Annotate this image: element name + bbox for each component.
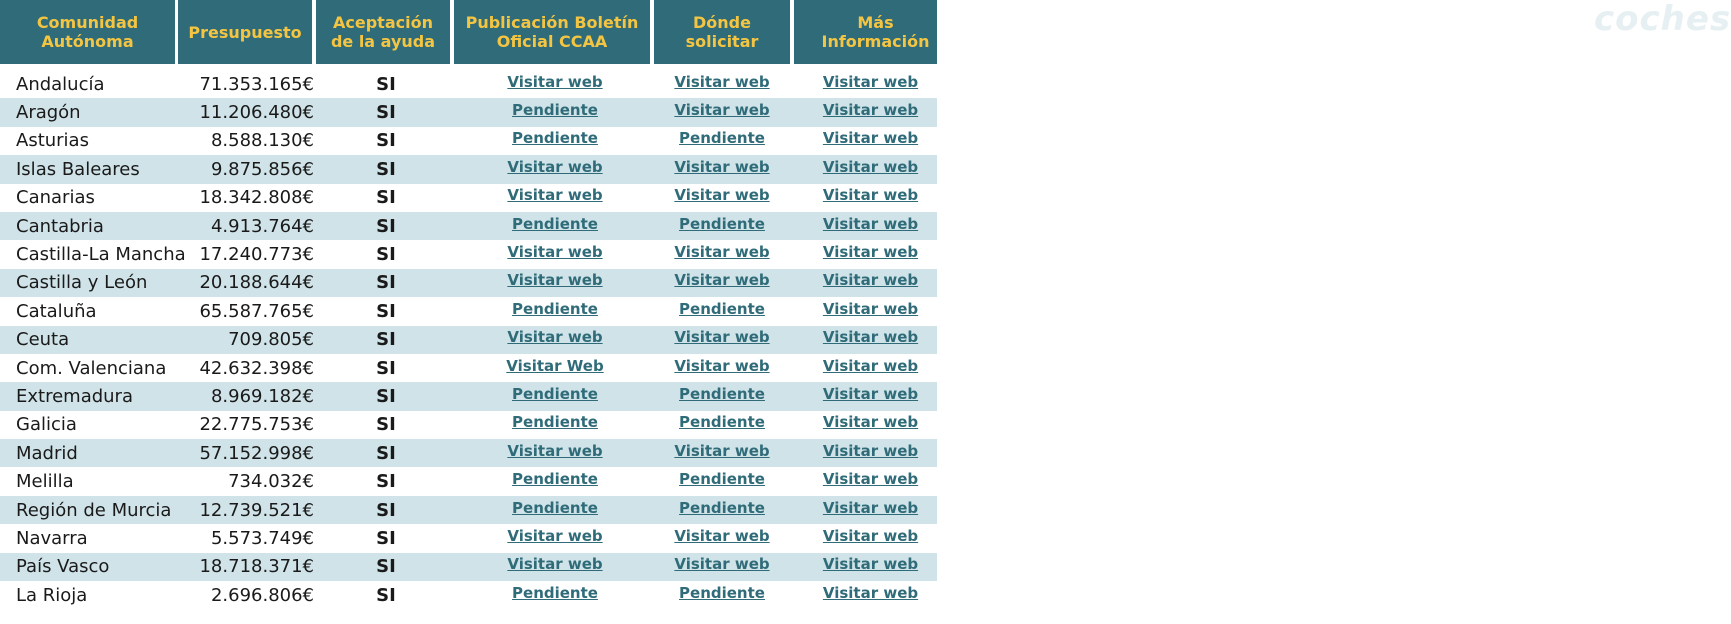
community-cell: Castilla y León	[16, 272, 148, 294]
publication-link[interactable]: Visitar web	[507, 526, 603, 545]
where-to-apply-link[interactable]: Pendiente	[679, 583, 765, 602]
where-to-apply-link[interactable]: Visitar web	[674, 271, 770, 290]
publication-link[interactable]: Visitar web	[507, 243, 603, 262]
community-cell: Cantabria	[16, 215, 104, 237]
table-row	[0, 212, 937, 240]
more-info-cell	[794, 155, 937, 183]
acceptance-cell: SI	[376, 158, 396, 180]
table-body	[0, 70, 937, 609]
more-info-cell	[794, 240, 937, 268]
publication-cell	[456, 467, 654, 495]
table-row	[0, 127, 937, 155]
community-cell: Región de Murcia	[16, 499, 172, 521]
community-cell: Castilla-La Mancha	[16, 244, 186, 266]
more-info-link[interactable]: Visitar web	[822, 157, 919, 176]
publication-link[interactable]: Visitar web	[507, 157, 603, 176]
budget-cell: 42.632.398€	[199, 357, 314, 379]
more-info-link[interactable]: Visitar web	[822, 271, 919, 290]
header-community: Comunidad Autónoma	[0, 0, 175, 64]
publication-cell	[456, 184, 654, 212]
table-row	[0, 354, 937, 382]
where-to-apply-link[interactable]: Visitar web	[674, 72, 770, 91]
where-to-apply-cell	[654, 184, 790, 212]
more-info-cell	[794, 354, 937, 382]
publication-link[interactable]: Visitar web	[507, 441, 603, 460]
community-cell: Melilla	[16, 471, 74, 493]
budget-cell: 709.805€	[228, 329, 314, 351]
header-budget: Presupuesto	[178, 0, 312, 64]
community-cell: Cataluña	[16, 300, 97, 322]
table-row	[0, 439, 937, 467]
where-to-apply-cell	[654, 411, 790, 439]
publication-cell	[456, 382, 654, 410]
more-info-cell	[794, 439, 937, 467]
acceptance-cell: SI	[376, 244, 396, 266]
where-to-apply-cell	[654, 155, 790, 183]
where-to-apply-link[interactable]: Visitar web	[674, 356, 770, 375]
more-info-cell	[794, 184, 937, 212]
community-cell: Com. Valenciana	[16, 357, 167, 379]
budget-cell: 8.969.182€	[210, 385, 314, 407]
publication-link[interactable]: Visitar web	[507, 186, 603, 205]
where-to-apply-cell	[654, 240, 790, 268]
budget-cell: 8.588.130€	[210, 130, 314, 152]
publication-link[interactable]: Pendiente	[512, 413, 598, 432]
budget-cell: 57.152.998€	[199, 442, 314, 464]
table-row	[0, 524, 937, 552]
where-to-apply-link[interactable]: Visitar web	[674, 441, 770, 460]
more-info-link[interactable]: Visitar web	[822, 470, 919, 489]
acceptance-cell: SI	[376, 385, 396, 407]
more-info-link[interactable]: Visitar web	[822, 72, 919, 91]
table-row	[0, 184, 937, 212]
budget-cell: 12.739.521€	[199, 499, 314, 521]
more-info-link[interactable]: Visitar web	[822, 243, 919, 262]
where-to-apply-link[interactable]: Visitar web	[674, 186, 770, 205]
community-cell: Madrid	[16, 442, 78, 464]
community-cell: Galicia	[16, 414, 77, 436]
more-info-link[interactable]: Visitar web	[822, 441, 919, 460]
budget-cell: 11.206.480€	[199, 102, 314, 124]
publication-cell	[456, 212, 654, 240]
publication-cell	[456, 269, 654, 297]
acceptance-cell: SI	[376, 499, 396, 521]
more-info-cell	[794, 127, 937, 155]
table-row	[0, 382, 937, 410]
header-more-info	[794, 0, 1731, 64]
where-to-apply-cell	[654, 127, 790, 155]
table-row	[0, 155, 937, 183]
more-info-link[interactable]: Visitar web	[822, 413, 919, 432]
where-to-apply-link[interactable]: Pendiente	[679, 299, 765, 318]
publication-cell	[456, 524, 654, 552]
budget-cell: 71.353.165€	[199, 73, 314, 95]
publication-cell	[456, 496, 654, 524]
publication-cell	[456, 70, 654, 98]
where-to-apply-link[interactable]: Visitar web	[674, 555, 770, 574]
where-to-apply-link[interactable]: Visitar web	[674, 243, 770, 262]
more-info-cell	[794, 382, 937, 410]
where-to-apply-link[interactable]: Pendiente	[679, 413, 765, 432]
publication-link[interactable]: Pendiente	[512, 101, 598, 120]
table-row	[0, 411, 937, 439]
community-cell: Extremadura	[16, 385, 133, 407]
more-info-cell	[794, 70, 937, 98]
table-row	[0, 581, 937, 609]
publication-cell	[456, 581, 654, 609]
where-to-apply-cell	[654, 326, 790, 354]
table-row	[0, 326, 937, 354]
publication-link[interactable]: Visitar Web	[506, 356, 604, 375]
where-to-apply-cell	[654, 354, 790, 382]
more-info-link[interactable]: Visitar web	[822, 555, 919, 574]
watermark-logo: coches	[1594, 0, 1731, 39]
acceptance-cell: SI	[376, 130, 396, 152]
publication-cell	[456, 297, 654, 325]
where-to-apply-cell	[654, 467, 790, 495]
publication-link[interactable]: Visitar web	[507, 271, 603, 290]
publication-cell	[456, 155, 654, 183]
table-row	[0, 467, 937, 495]
more-info-link[interactable]: Visitar web	[822, 299, 919, 318]
where-to-apply-link[interactable]: Visitar web	[674, 328, 770, 347]
more-info-cell	[794, 326, 937, 354]
acceptance-cell: SI	[376, 272, 396, 294]
budget-cell: 20.188.644€	[199, 272, 314, 294]
where-to-apply-link[interactable]: Visitar web	[674, 101, 770, 120]
publication-cell	[456, 240, 654, 268]
acceptance-cell: SI	[376, 300, 396, 322]
publication-cell	[456, 439, 654, 467]
acceptance-cell: SI	[376, 556, 396, 578]
where-to-apply-cell	[654, 581, 790, 609]
community-cell: Asturias	[16, 130, 89, 152]
community-cell: País Vasco	[16, 556, 110, 578]
acceptance-cell: SI	[376, 357, 396, 379]
where-to-apply-cell	[654, 212, 790, 240]
where-to-apply-link[interactable]: Pendiente	[679, 214, 765, 233]
publication-link[interactable]: Pendiente	[512, 129, 598, 148]
where-to-apply-cell	[654, 269, 790, 297]
header-more-info-label: Más Información	[821, 13, 930, 51]
table-row	[0, 240, 937, 268]
more-info-cell	[794, 524, 937, 552]
where-to-apply-cell	[654, 98, 790, 126]
where-to-apply-cell	[654, 297, 790, 325]
publication-cell	[456, 98, 654, 126]
acceptance-cell: SI	[376, 442, 396, 464]
where-to-apply-cell	[654, 70, 790, 98]
acceptance-cell: SI	[376, 527, 396, 549]
more-info-cell	[794, 98, 937, 126]
budget-cell: 17.240.773€	[199, 244, 314, 266]
more-info-cell	[794, 411, 937, 439]
more-info-cell	[794, 212, 937, 240]
publication-link[interactable]: Visitar web	[507, 328, 603, 347]
header-publication: Publicación Boletín Oficial CCAA	[454, 0, 650, 64]
table-row	[0, 70, 937, 98]
acceptance-cell: SI	[376, 187, 396, 209]
budget-cell: 734.032€	[228, 471, 314, 493]
more-info-cell	[794, 467, 937, 495]
where-to-apply-cell	[654, 496, 790, 524]
acceptance-cell: SI	[376, 471, 396, 493]
budget-cell: 18.342.808€	[199, 187, 314, 209]
publication-cell	[456, 553, 654, 581]
acceptance-cell: SI	[376, 102, 396, 124]
publication-link[interactable]: Pendiente	[512, 214, 598, 233]
community-cell: La Rioja	[16, 584, 88, 606]
acceptance-cell: SI	[376, 215, 396, 237]
budget-cell: 4.913.764€	[210, 215, 314, 237]
where-to-apply-cell	[654, 524, 790, 552]
community-cell: Aragón	[16, 102, 81, 124]
publication-link[interactable]: Pendiente	[512, 470, 598, 489]
where-to-apply-link[interactable]: Visitar web	[674, 157, 770, 176]
publication-link[interactable]: Visitar web	[507, 555, 603, 574]
acceptance-cell: SI	[376, 73, 396, 95]
where-to-apply-cell	[654, 439, 790, 467]
table-row	[0, 98, 937, 126]
where-to-apply-link[interactable]: Visitar web	[674, 526, 770, 545]
more-info-link[interactable]: Visitar web	[822, 129, 919, 148]
where-to-apply-link[interactable]: Pendiente	[679, 384, 765, 403]
publication-cell	[456, 127, 654, 155]
more-info-link[interactable]: Visitar web	[822, 214, 919, 233]
budget-cell: 22.775.753€	[199, 414, 314, 436]
more-info-link[interactable]: Visitar web	[822, 384, 919, 403]
table-row	[0, 269, 937, 297]
budget-cell: 18.718.371€	[199, 556, 314, 578]
more-info-link[interactable]: Visitar web	[822, 186, 919, 205]
where-to-apply-cell	[654, 553, 790, 581]
acceptance-cell: SI	[376, 329, 396, 351]
where-to-apply-link[interactable]: Pendiente	[679, 129, 765, 148]
community-cell: Canarias	[16, 187, 95, 209]
more-info-cell	[794, 496, 937, 524]
header-acceptance: Aceptación de la ayuda	[316, 0, 450, 64]
table-row	[0, 496, 937, 524]
community-cell: Andalucía	[16, 73, 105, 95]
more-info-link[interactable]: Visitar web	[822, 583, 919, 602]
more-info-cell	[794, 297, 937, 325]
publication-link[interactable]: Pendiente	[512, 299, 598, 318]
budget-cell: 65.587.765€	[199, 300, 314, 322]
table-row	[0, 553, 937, 581]
where-to-apply-link[interactable]: Pendiente	[679, 470, 765, 489]
more-info-cell	[794, 553, 937, 581]
publication-link[interactable]: Pendiente	[512, 583, 598, 602]
acceptance-cell: SI	[376, 584, 396, 606]
acceptance-cell: SI	[376, 414, 396, 436]
table-header	[0, 0, 1731, 64]
where-to-apply-cell	[654, 382, 790, 410]
community-cell: Navarra	[16, 527, 88, 549]
header-where-to-apply: Dónde solicitar	[654, 0, 790, 64]
publication-cell	[456, 326, 654, 354]
community-cell: Islas Baleares	[16, 158, 140, 180]
more-info-link[interactable]: Visitar web	[822, 526, 919, 545]
more-info-link[interactable]: Visitar web	[822, 101, 919, 120]
publication-cell	[456, 354, 654, 382]
community-cell: Ceuta	[16, 329, 70, 351]
budget-cell: 9.875.856€	[210, 158, 314, 180]
where-to-apply-link[interactable]: Pendiente	[679, 498, 765, 517]
table-row	[0, 297, 937, 325]
more-info-link[interactable]: Visitar web	[822, 356, 919, 375]
publication-link[interactable]: Pendiente	[512, 384, 598, 403]
publication-link[interactable]: Visitar web	[507, 72, 603, 91]
more-info-link[interactable]: Visitar web	[822, 328, 919, 347]
publication-link[interactable]: Pendiente	[512, 498, 598, 517]
budget-cell: 5.573.749€	[210, 527, 314, 549]
more-info-cell	[794, 269, 937, 297]
more-info-link[interactable]: Visitar web	[822, 498, 919, 517]
publication-cell	[456, 411, 654, 439]
more-info-cell	[794, 581, 937, 609]
budget-cell: 2.696.806€	[210, 584, 314, 606]
